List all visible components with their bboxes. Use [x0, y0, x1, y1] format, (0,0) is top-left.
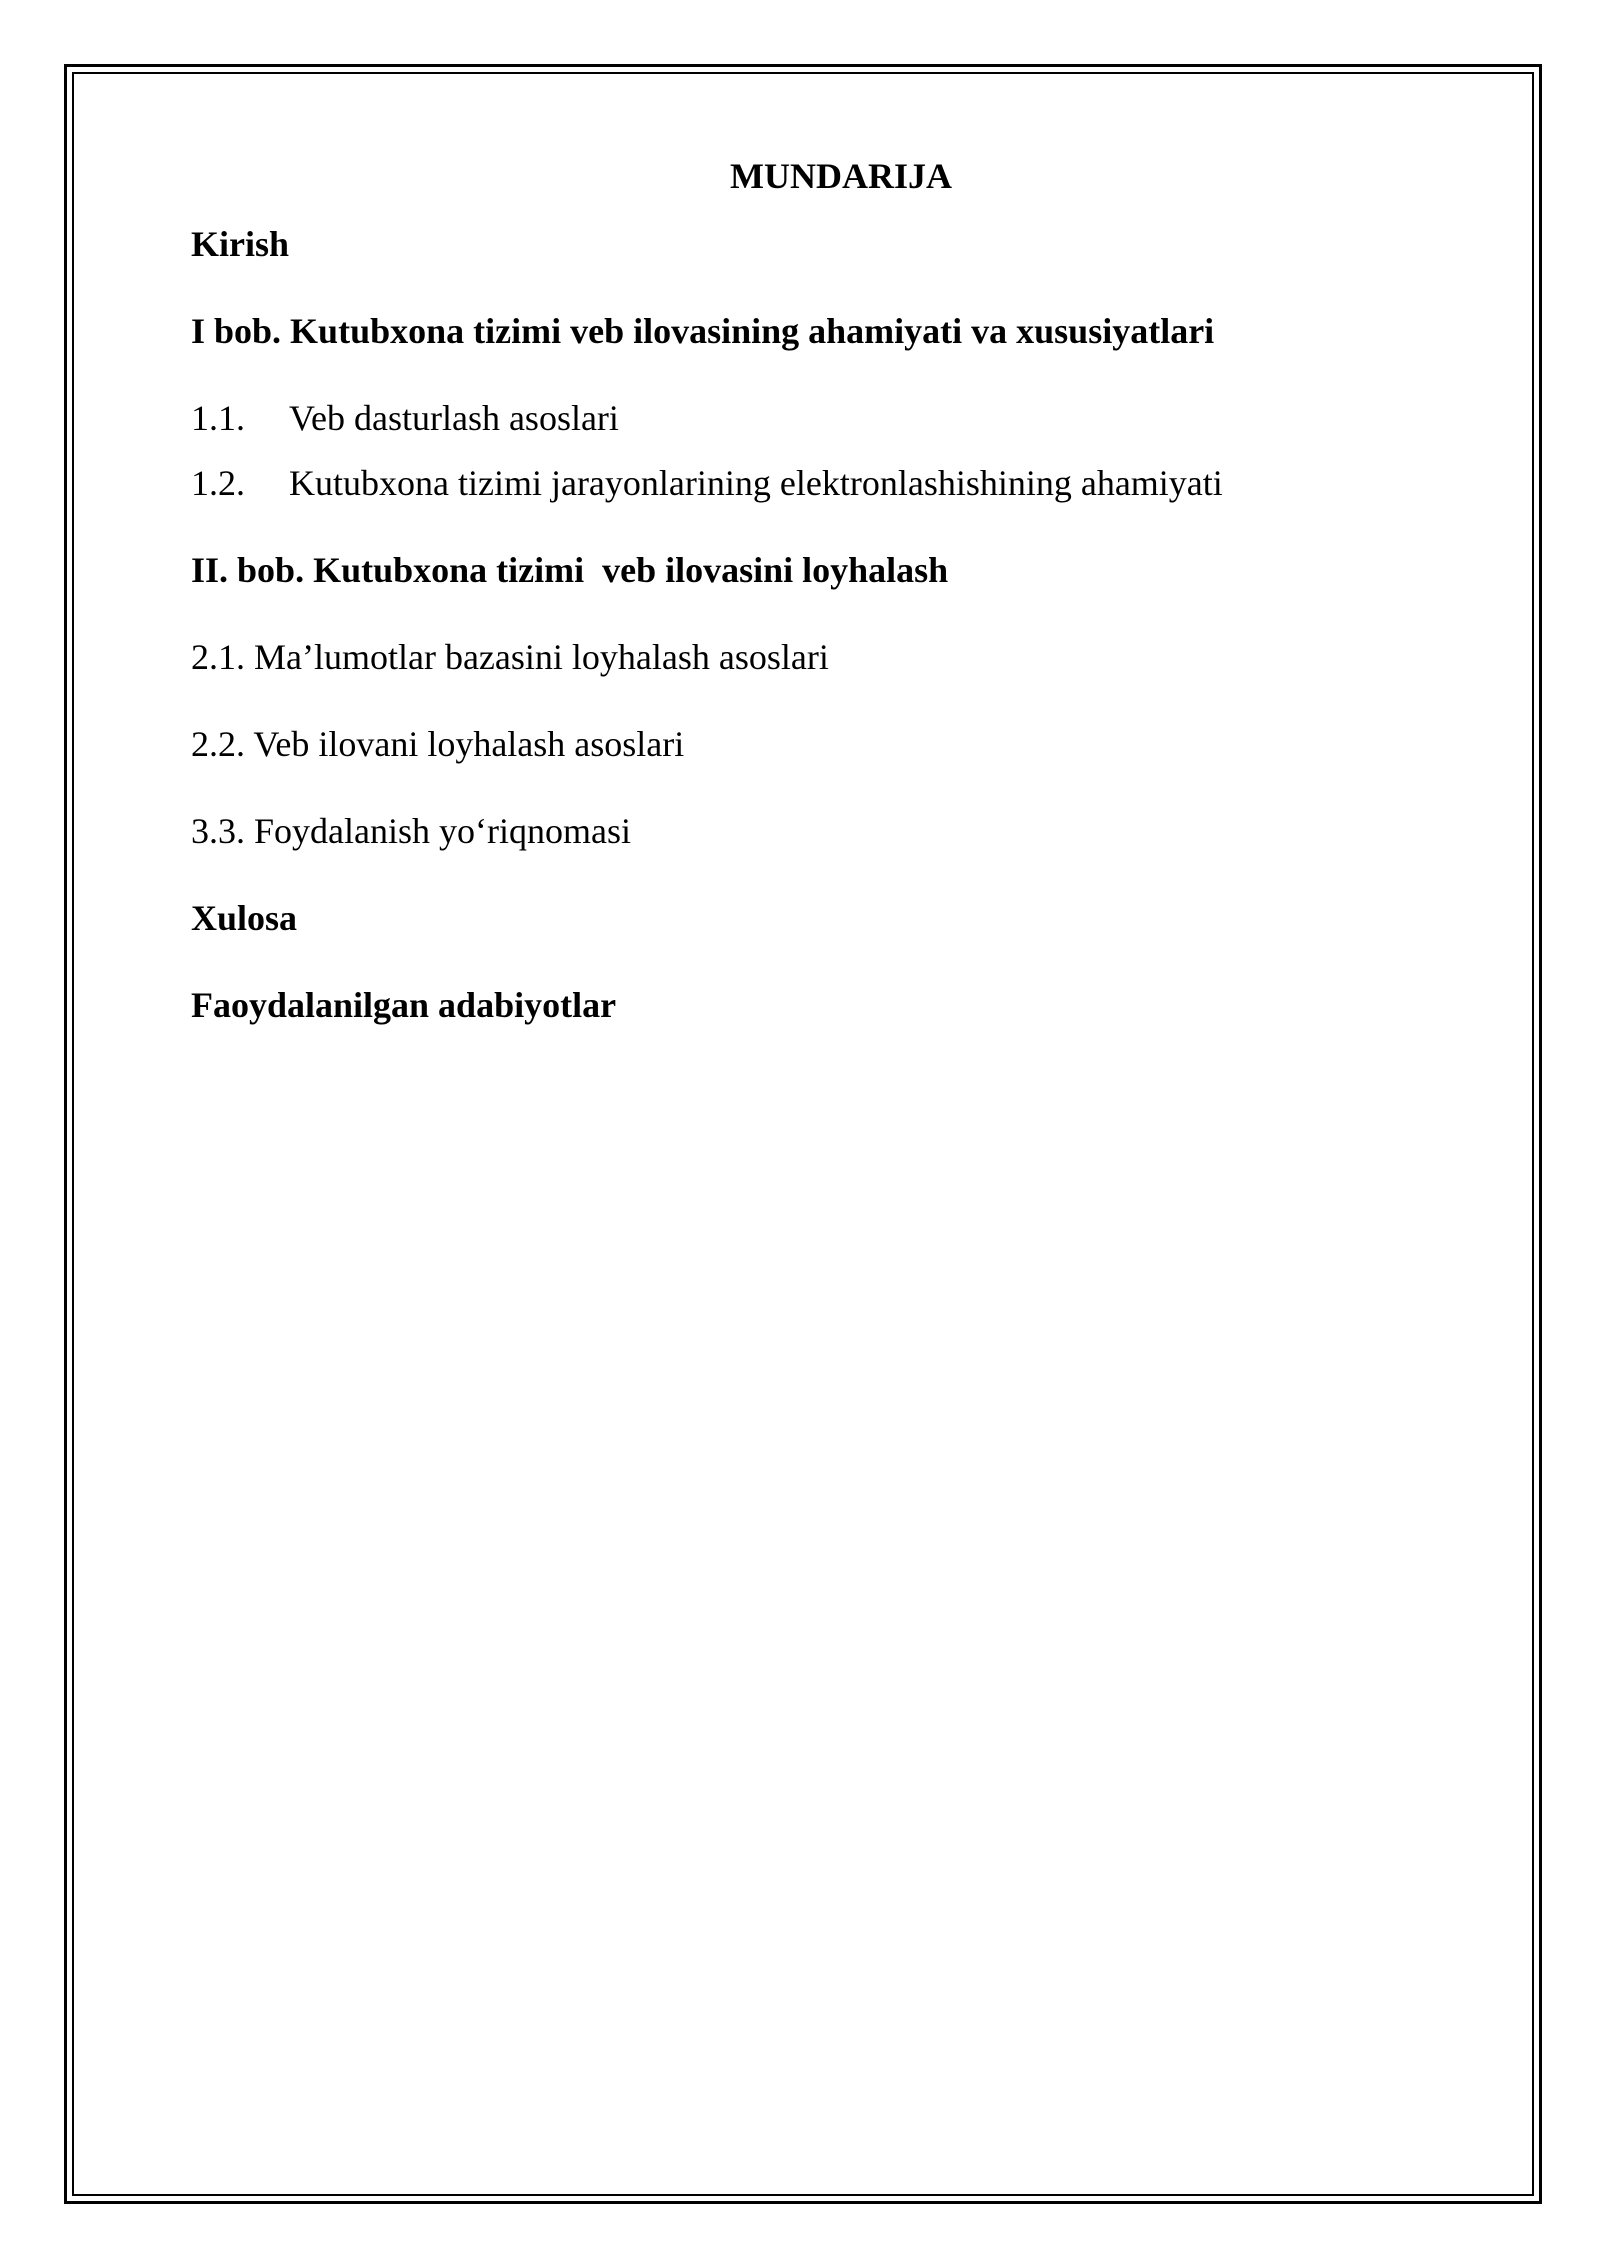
section-title: Veb dasturlash asoslari: [289, 398, 619, 438]
toc-entry-introduction: Kirish: [191, 224, 290, 264]
toc-chapter-1: I bob. Kutubxona tizimi veb ilovasining ahamiyati va xususiyatlari: [191, 311, 1215, 351]
toc-section-1-2: [191, 461, 1223, 505]
toc-entry-conclusion: Xulosa: [191, 898, 298, 938]
toc-section-2-1: 2.1. Ma’lumotlar bazasini loyhalash asoslari: [191, 637, 829, 677]
toc-section-1-1: [191, 396, 619, 440]
toc-entry-references: Faoydalanilgan adabiyotlar: [191, 985, 617, 1025]
section-number: 1.2.: [191, 463, 245, 503]
document-title: MUNDARIJA: [730, 156, 952, 196]
toc-chapter-2: II. bob. Kutubxona tizimi veb ilovasini loyhalash: [191, 550, 949, 590]
page-border-inner: [72, 72, 1534, 2196]
toc-section-2-2: 2.2. Veb ilovani loyhalash asoslari: [191, 724, 685, 764]
toc-section-3-3: 3.3. Foydalanish yo‘riqnomasi: [191, 811, 631, 851]
section-title: Kutubxona tizimi jarayonlarining elektronlashishining ahamiyati: [289, 463, 1223, 503]
section-number: 1.1.: [191, 398, 245, 438]
